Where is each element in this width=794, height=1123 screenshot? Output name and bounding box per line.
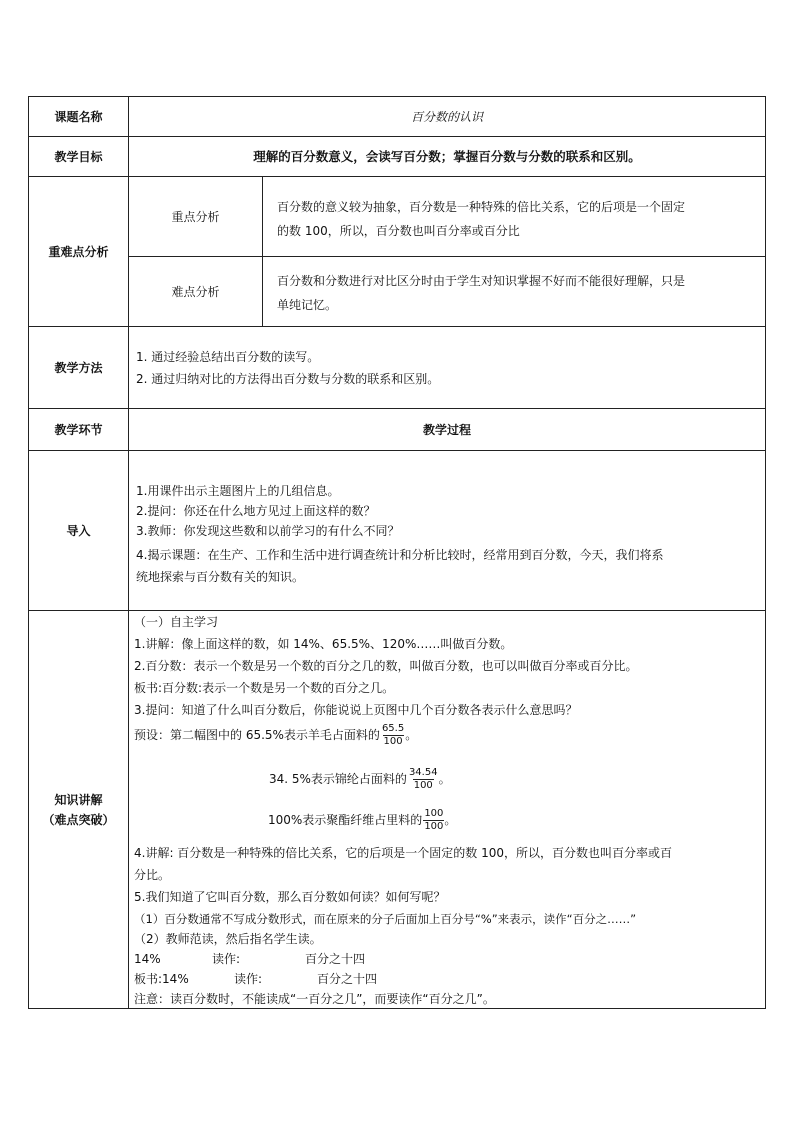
goal-label: 教学目标 bbox=[54, 149, 103, 164]
analysis-label: 重难点分析 bbox=[48, 244, 109, 259]
knowledge-line-7: （2）教师范读，然后指名学生读。 bbox=[134, 932, 322, 946]
section-header: 教学过程 bbox=[422, 422, 471, 437]
knowledge-label bbox=[29, 790, 128, 840]
section-label: 教学环节 bbox=[54, 422, 103, 437]
knowledge-line-4b: 分比。 bbox=[134, 868, 171, 882]
row-divider bbox=[28, 326, 766, 327]
intro-label: 导入 bbox=[66, 523, 91, 538]
fraction-line-3-text: 100%表示聚酯纤维占里料的 bbox=[268, 813, 423, 827]
method-item-2: 2. 通过归纳对比的方法得出百分数与分数的联系和区别。 bbox=[136, 372, 440, 386]
title-label: 课题名称 bbox=[54, 109, 103, 124]
hard-analysis-text bbox=[263, 257, 765, 326]
table-border-right bbox=[765, 96, 766, 1009]
goal-text: 理解的百分数意义，会读写百分数；掌握百分数与分数的联系和区别。 bbox=[253, 148, 641, 164]
fraction-numerator: 34.54 bbox=[408, 767, 438, 778]
board-example-value: 板书:14% bbox=[134, 972, 189, 986]
fraction-65-5-over-100 bbox=[381, 723, 405, 748]
knowledge-line-self-study: （一）自主学习 bbox=[134, 615, 219, 629]
intro-line-5: 统地探索与百分数有关的知识。 bbox=[136, 570, 305, 584]
board-example-label: 读作: bbox=[234, 972, 263, 986]
knowledge-label-main: 知识讲解 bbox=[54, 793, 103, 807]
key-analysis-line-2: 的数 100，所以，百分数也叫百分率或百分比 bbox=[277, 224, 520, 238]
fraction-line-3-end: 。 bbox=[444, 813, 457, 827]
hard-analysis-line-1: 百分数和分数进行对比区分时由于学生对知识掌握不好而不能很好理解，只是 bbox=[277, 274, 686, 288]
board-example-reading: 百分之十四 bbox=[317, 972, 378, 986]
knowledge-line-1: 1.讲解：像上面这样的数，如 14%、65.5%、120%……叫做百分数。 bbox=[134, 637, 513, 651]
knowledge-line-6: （1）百分数通常不写成分数形式，而在原来的分子后面加上百分号“%”来表示，读作“百分之……” bbox=[134, 912, 637, 926]
hard-analysis-label: 难点分析 bbox=[171, 284, 220, 299]
reading-example-value: 14% bbox=[134, 952, 161, 966]
knowledge-line-board-1: 板书:百分数:表示一个数是另一个数的百分之几。 bbox=[134, 681, 395, 695]
intro-line-3: 3.教师：你发现这些数和以前学习的有什么不同？ bbox=[136, 524, 400, 538]
key-analysis-line-1: 百分数的意义较为抽象，百分数是一种特殊的倍比关系，它的后项是一个固定 bbox=[277, 200, 686, 214]
fraction-line-3 bbox=[268, 805, 456, 835]
fraction-line-2 bbox=[269, 764, 451, 794]
key-analysis-label: 重点分析 bbox=[171, 209, 220, 224]
intro-line-2: 2.提问：你还在什么地方见过上面这样的数？ bbox=[136, 504, 376, 518]
knowledge-label-sub: （难点突破） bbox=[42, 813, 115, 827]
key-analysis-text bbox=[263, 177, 765, 256]
fraction-line-1-text: 预设：第二幅图中的 65.5%表示羊毛占面料的 bbox=[134, 728, 380, 742]
fraction-numerator: 100 bbox=[424, 808, 444, 819]
intro-line-1: 1.用课件出示主题图片上的几组信息。 bbox=[136, 484, 340, 498]
fraction-numerator: 65.5 bbox=[381, 723, 405, 734]
knowledge-note: 注意：读百分数时，不能读成“一百分之几”，而要读作“百分之几”。 bbox=[134, 992, 495, 1006]
fraction-denominator: 100 bbox=[413, 780, 433, 791]
knowledge-line-5: 5.我们知道了它叫百分数，那么百分数如何读？如何写呢？ bbox=[134, 890, 446, 904]
fraction-line-2-text: 34. 5%表示锦纶占面料的 bbox=[269, 772, 407, 786]
hard-analysis-line-2: 单纯记忆。 bbox=[277, 298, 338, 312]
fraction-line-1 bbox=[134, 720, 417, 750]
fraction-denominator: 100 bbox=[383, 736, 403, 747]
fraction-100-over-100 bbox=[423, 808, 444, 833]
row-divider bbox=[28, 610, 766, 611]
fraction-34-54-over-100 bbox=[408, 767, 439, 792]
row-divider bbox=[28, 450, 766, 451]
lesson-title: 百分数的认识 bbox=[410, 109, 483, 124]
fraction-line-1-end: 。 bbox=[405, 728, 418, 742]
reading-example-label: 读作: bbox=[212, 952, 241, 966]
knowledge-line-3: 3.提问：知道了什么叫百分数后，你能说说上页图中几个百分数各表示什么意思吗？ bbox=[134, 703, 578, 717]
knowledge-line-2: 2.百分数：表示一个数是另一个数的百分之几的数，叫做百分数，也可以叫做百分率或百分比。 bbox=[134, 659, 638, 673]
fraction-line-2-end: 。 bbox=[438, 772, 451, 786]
knowledge-line-4a: 4.讲解: 百分数是一种特殊的倍比关系，它的后项是一个固定的数 100，所以，百分数也叫百分率或百 bbox=[134, 846, 673, 860]
reading-example-reading: 百分之十四 bbox=[305, 952, 366, 966]
intro-line-4: 4.揭示课题：在生产、工作和生活中进行调查统计和分析比较时，经常用到百分数，今天，我们将系 bbox=[136, 548, 664, 562]
method-item-1: 1. 通过经验总结出百分数的读写。 bbox=[136, 350, 320, 364]
fraction-denominator: 100 bbox=[424, 821, 444, 832]
method-label: 教学方法 bbox=[54, 360, 103, 375]
